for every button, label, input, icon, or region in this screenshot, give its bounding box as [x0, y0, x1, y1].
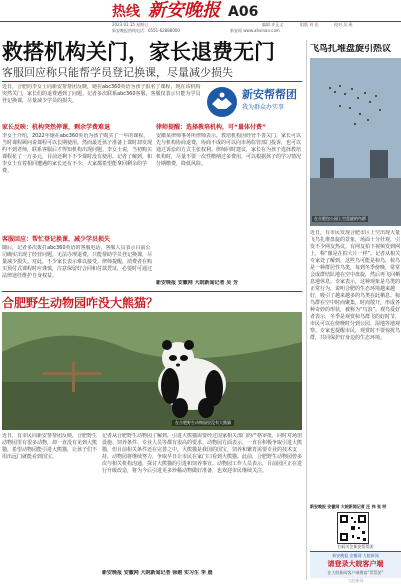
side-body-text: 近日，有市民发现合肥市区上空出现大量飞鸟扎堆盘旋的景象，场面十分壮观，引发不少网友热议。有网友拍下视频发到网上，称“像是在拍大片一样”。记者从相关专家处了解到，这些鸟可能是椋鸟，椋鸟是一种群居性鸟类，每到冬季傍晚，常常会成群结队地在空中盘旋，然后再飞回栖息地休息。专家表示，这种现象是鸟类的正常行为，说明合肥的生态环境越来越好，吸引了越来越多的鸟类在此栖息。椋鸟群在空中时而聚集，时而散开，形成各种奇妙的形状，被称为“鸟浪”。观鸟爱好者表示，冬季是观赏椋鸟群飞的好时节，市民可以在傍晚时分到公园、湿地等地观察。专家也提醒市民，观赏时不要惊扰鸟群，共同保护好身边的生态环境。 — [310, 230, 401, 341]
lead-divider — [2, 81, 302, 82]
dateline: 2023.01.15 星期日 — [112, 22, 149, 27]
section-title: 热线 — [112, 4, 140, 20]
section1-heading: 家长反映：机构突然停课，剩余学费难退 — [2, 124, 111, 131]
masthead — [0, 0, 401, 33]
logo-tagline: 我为群众办实事 — [242, 104, 285, 111]
section3-heading: 律师提醒：选择教培机构，可“量体付费” — [156, 124, 266, 131]
banner-line1: 新安晚报 安徽网 大皖新闻 — [332, 553, 379, 558]
lead-intro-text: 近日，合肥的李女士向新安帮帮团反映，她在abc360英语为孩子报名了课程，现在该机构突然关门，家长们的退费遇到了问题。记者多次联系abc360客服，客服仅表示只能为学员登记换课，尽量减少学员的损失。 — [2, 84, 201, 104]
panda-intro — [2, 433, 98, 578]
side-title: 飞鸟扎堆盘旋引热议 — [310, 44, 392, 54]
side-photo — [310, 58, 401, 226]
side-byline: 新安晚报 安徽网 大皖新闻记者 汪 伟 张 明 — [310, 504, 387, 509]
panda-photo-caption: 在合肥野生动物园里没有大熊猫 — [172, 420, 234, 426]
editor: 编辑 许正文 — [262, 22, 284, 27]
section2-text: 随后，记者多次拨打abc360英语的客服电话，客服人员表示目前公司确实出现了经营问题，无法办理退费，只能帮助学员登记换课，尽量减少损失。对此，不少家长表示难以接受。律师提醒，消费者在购买预付式课程时应谨慎，注意保留好合同和付款凭证，必要时可通过法律途径维护自身权益。 — [2, 245, 152, 279]
lead-subtitle: 客服回应称只能帮学员登记换课，尽量减少损失 — [2, 66, 233, 79]
proofreader: 校对 吴 燕 — [334, 22, 353, 27]
section1-text: 李女士介绍，2022年她在abc360英语为孩子购买了一年的课程，当时课程顾问说课程可以长期使用。然而最近孩子准备上课时却发现约不到老师，联系客服后才得知机构出现问题。李女士说，当初购买课程花了一万多元，目前还剩下不少课时没有使用。记者了解到，和李女士有着相同遭遇的家长还有不少，大家都希望能拿回剩余的学费。 — [2, 133, 152, 174]
banner-line2: 请登录大皖客户端 — [327, 560, 384, 568]
panda-body-text: 记者从合肥野生动物园了解到，引进大熊猫需要经过国家相关部门的严格审批，同时对场馆设施、饲养条件、专业人员等都有很高的要求。动物园方面表示，一直在积极争取引进大熊猫，但目前相关条件还在完善之中。大熊猫是我国的国宝，饲养和繁育需要专业的技术支持，动物园将继续努力，争取早日让市民在家门口看到大熊猫。此前，合肥野生动物园曾多次与相关机构沟通，探讨大熊猫的引进和饲养事宜。动物园工作人员表示，目前园区正在进行升级改造，将为今后引进更多珍稀动物做好准备，也欢迎市民继续关注。 — [102, 433, 302, 474]
lead-intro — [2, 84, 202, 120]
section3-text: 安徽某律师事务所律师表示，教培机构因经营不善关门，家长可以先与机构协商退费，协商不成的可以向市场监管部门投诉，也可以通过诉讼的方式主张权利。律师同时建议，家长在为孩子选择教培机构时，尽量不要一次性缴纳过多费用，可以根据孩子的学习情况分期缴费，降低风险。 — [156, 133, 302, 167]
app-banner[interactable] — [310, 551, 401, 578]
panda-photo — [2, 312, 302, 430]
footer-label: 大皖新闻 — [347, 578, 364, 583]
panda-photo-image — [2, 312, 302, 430]
qr-code-icon — [338, 513, 368, 543]
newspaper-brand: 新安晚报 — [148, 0, 220, 21]
side-photo-caption: 在合肥包公园上空盘旋的鸟群 — [314, 216, 366, 221]
panda-body — [102, 433, 302, 569]
section2-body — [2, 245, 152, 287]
column-divider — [306, 40, 307, 580]
section3-body — [156, 133, 302, 279]
hotline: 新安晚报热线电话：0551-62888000 — [112, 28, 180, 33]
designer: 组版 刘 佳 — [300, 22, 319, 27]
qr-code[interactable] — [337, 512, 369, 544]
section2-heading: 客服回应：帮忙登记换课，减少学员损失 — [2, 236, 111, 243]
logo-name: 新安帮帮团 — [242, 88, 297, 101]
logo-bangbangtuan — [206, 84, 302, 120]
panda-title: 合肥野生动物园咋没大熊猫？ — [2, 296, 159, 310]
mid-divider — [2, 291, 302, 292]
side-body — [310, 230, 401, 502]
website: 新安网 www.ahxinan.com — [230, 28, 280, 33]
bird-flock-image — [310, 58, 401, 226]
lead-title: 救搭机构关门，家长退费无门 — [2, 40, 275, 64]
banner-line3: 在大皖新闻客户端搜索“帮帮团” — [327, 570, 384, 575]
panda-byline: 新安晚报 安徽网 大皖新闻记者 徐越 实习生 李 晨 — [102, 570, 213, 576]
section1-body — [2, 133, 152, 233]
qr-caption: 扫码关注新安帮帮团 — [337, 544, 374, 549]
lead-byline: 新安晚报 安徽网 大皖新闻记者 吴 芳 — [156, 280, 238, 286]
page-number: A06 — [228, 4, 259, 20]
panda-intro-text: 近日，有市民向新安帮帮团反映，合肥野生动物园里有很多动物，却一直没有见到大熊猫，希望动物园能引进大熊猫，让孩子们不用出远门就能看到国宝。 — [2, 433, 98, 460]
handshake-icon — [206, 86, 238, 118]
